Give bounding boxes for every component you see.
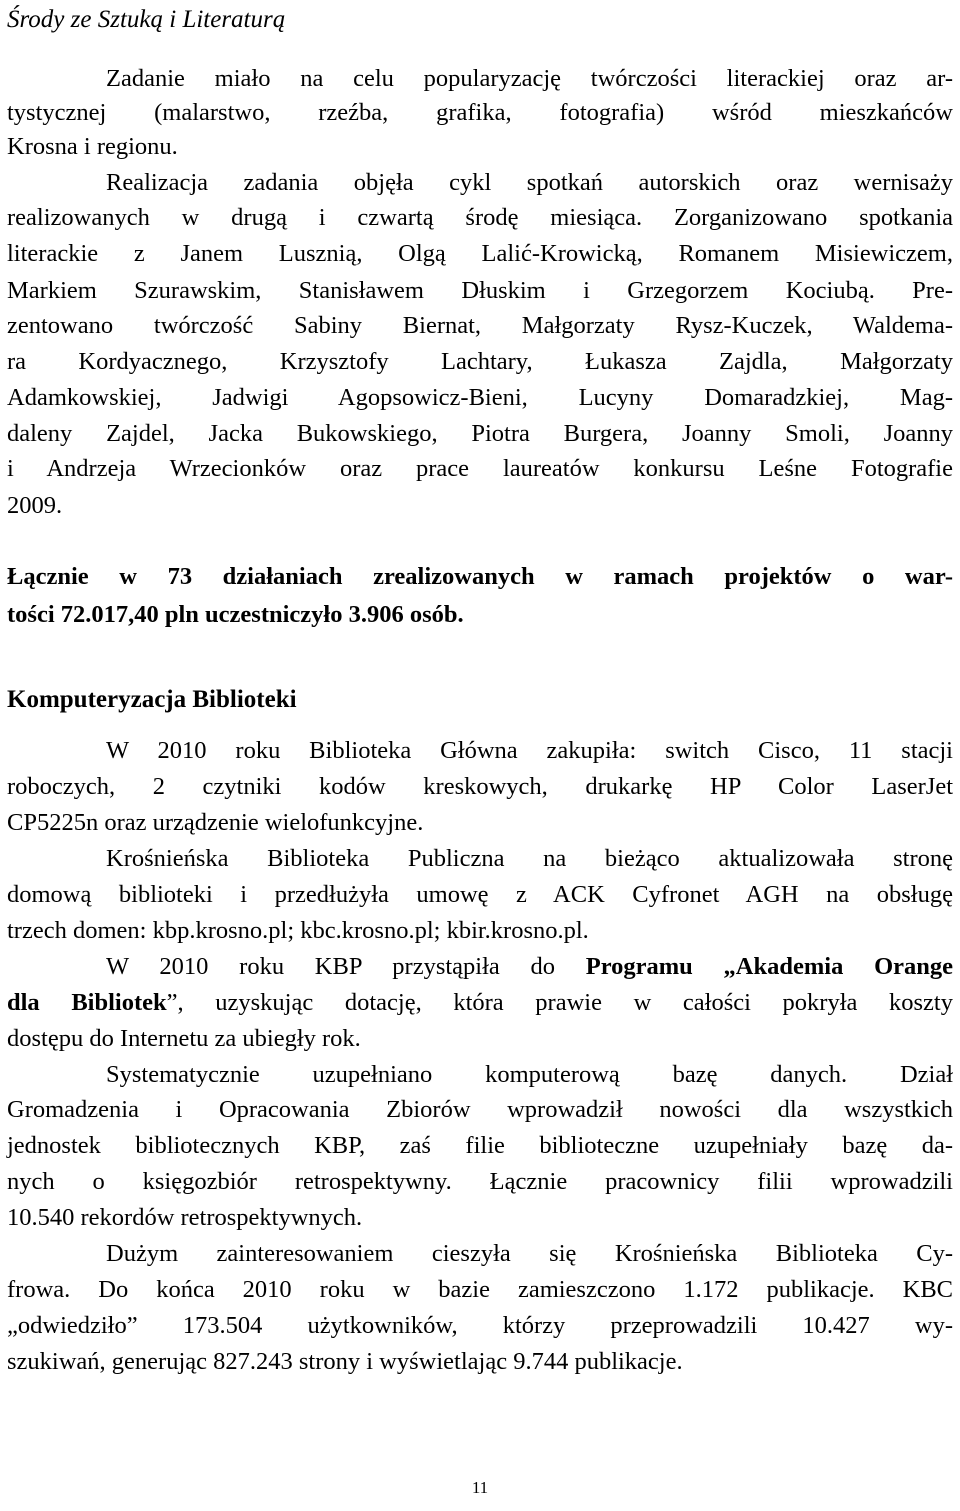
section-title: Środy ze Sztuką i Literaturą [7, 6, 286, 33]
text-run: W 2010 roku KBP przystąpiła do [106, 953, 586, 980]
page-number: 11 [471, 1478, 489, 1497]
section-heading: Komputeryzacja Biblioteki [7, 686, 297, 713]
text-line: Markiem Szurawskim, Stanisławem Dłuskim i Grzegorzem Kociubą. Pre- [7, 277, 953, 304]
text-line: domową biblioteki i przedłużyła umowę z ACK Cyfronet AGH na obsługę [7, 881, 953, 908]
text-line: dostępu do Internetu za ubiegły rok. [7, 1025, 361, 1052]
text-line: Systematycznie uzupełniano komputerową bazę danych. Dział [106, 1061, 953, 1088]
text-line: zentowano twórczość Sabiny Biernat, Małgorzaty Rysz-Kuczek, Waldema- [7, 312, 953, 339]
text-line: 2009. [7, 492, 63, 519]
text-line: 10.540 rekordów retrospektywnych. [7, 1204, 363, 1231]
program-name: Programu „Akademia Orange [585, 953, 953, 980]
text-line: literackie z Janem Lusznią, Olgą Lalić-Krowicką, Romanem Misiewiczem, [7, 240, 953, 267]
text-line [7, 986, 953, 1020]
text-line: trzech domen: kbp.krosno.pl; kbc.krosno.pl; kbir.krosno.pl. [7, 917, 589, 944]
text-line: W 2010 roku Biblioteka Główna zakupiła: switch Cisco, 11 stacji [106, 737, 953, 764]
text-line: CP5225n oraz urządzenie wielofunkcyjne. [7, 809, 424, 836]
text-line: i Andrzeja Wrzecionków oraz prace laureatów konkursu Leśne Fotografie [7, 455, 953, 482]
text-line: Gromadzenia i Opracowania Zbiorów wprowadził nowości dla wszystkich [7, 1096, 953, 1123]
text-line: ra Kordyacznego, Krzysztofy Lachtary, Łukasza Zajdla, Małgorzaty [7, 348, 953, 375]
text-line: nych o księgozbiór retrospektywny. Łącznie pracownicy filii wprowadzili [7, 1168, 953, 1195]
text-line: daleny Zajdel, Jacka Bukowskiego, Piotra Burgera, Joanny Smoli, Joanny [7, 420, 953, 447]
text-line: Realizacja zadania objęła cykl spotkań autorskich oraz wernisaży [106, 169, 953, 196]
text-line: Krośnieńska Biblioteka Publiczna na bieżąco aktualizowała stronę [106, 845, 953, 872]
text-line: jednostek bibliotecznych KBP, zaś filie biblioteczne uzupełniały bazę da- [7, 1132, 953, 1159]
text-line: Dużym zainteresowaniem cieszyła się Krośnieńska Biblioteka Cy- [106, 1240, 953, 1267]
text-line: roboczych, 2 czytniki kodów kreskowych, drukarkę HP Color LaserJet [7, 773, 953, 800]
text-line: realizowanych w drugą i czwartą środę miesiąca. Zorganizowano spotkania [7, 204, 953, 231]
program-name: dla Bibliotek [7, 989, 167, 1016]
text-line [7, 950, 953, 984]
text-line: tystycznej (malarstwo, rzeźba, grafika, fotografia) wśród mieszkańców [7, 99, 953, 126]
text-line: frowa. Do końca 2010 roku w bazie zamieszczono 1.172 publikacje. KBC [7, 1276, 953, 1303]
text-line: szukiwań, generując 827.243 strony i wyświetlając 9.744 publikacje. [7, 1348, 683, 1375]
text-line: Krosna i regionu. [7, 133, 178, 160]
text-line: Zadanie miało na celu popularyzację twórczości literackiej oraz ar- [106, 65, 953, 92]
text-line: Adamkowskiej, Jadwigi Agopsowicz-Bieni, Lucyny Domaradzkiej, Mag- [7, 384, 953, 411]
summary-line: tości 72.017,40 pln uczestniczyło 3.906 osób. [7, 601, 464, 628]
summary-line: Łącznie w 73 działaniach zrealizowanych w ramach projektów o war- [7, 563, 953, 590]
text-run: ”, uzyskując dotację, która prawie w całości pokryła koszty [166, 989, 953, 1016]
text-line: „odwiedziło” 173.504 użytkowników, którzy przeprowadzili 10.427 wy- [7, 1312, 953, 1339]
